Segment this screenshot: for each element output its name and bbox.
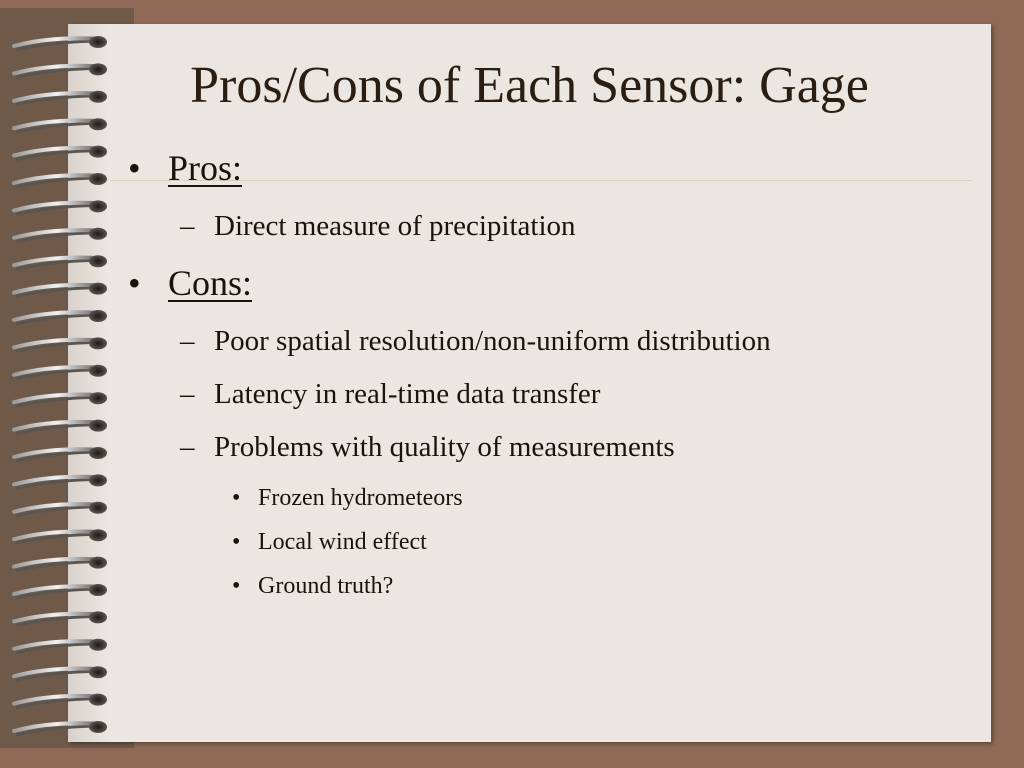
dash-icon: – bbox=[180, 431, 195, 463]
spiral-coil-icon bbox=[14, 200, 107, 214]
spiral-coil-icon bbox=[14, 255, 107, 269]
cons-item bbox=[128, 380, 968, 433]
spiral-coil-icon bbox=[14, 611, 107, 625]
cons-subitem bbox=[128, 574, 968, 618]
cons-item bbox=[128, 433, 968, 486]
cons-heading bbox=[128, 265, 968, 327]
spiral-coil-icon bbox=[14, 365, 107, 379]
slide-title: Pros/Cons of Each Sensor: Gage bbox=[190, 57, 869, 114]
spiral-coil-icon bbox=[14, 228, 107, 242]
spiral-coil-icon bbox=[14, 392, 107, 406]
dash-icon: – bbox=[180, 378, 195, 410]
spiral-coil-icon bbox=[14, 666, 107, 680]
bullet-icon: • bbox=[232, 485, 241, 511]
pros-item bbox=[128, 212, 968, 265]
bullet-icon: • bbox=[128, 148, 141, 188]
spiral-coil-icon bbox=[14, 420, 107, 434]
spiral-coil-icon bbox=[14, 447, 107, 461]
dash-icon: – bbox=[180, 325, 195, 357]
pros-heading-label: Pros: bbox=[168, 148, 243, 188]
cons-subitem bbox=[128, 530, 968, 574]
spiral-coil-icon bbox=[14, 502, 107, 516]
spiral-coil-icon bbox=[14, 36, 107, 50]
spiral-coil-icon bbox=[14, 694, 107, 708]
cons-subitem-label: Frozen hydrometeors bbox=[258, 485, 463, 511]
spiral-coil-icon bbox=[14, 118, 107, 132]
cons-subitem-label: Local wind effect bbox=[258, 529, 427, 555]
spiral-coil-icon bbox=[14, 557, 107, 571]
bullet-icon: • bbox=[128, 263, 141, 303]
cons-item-label: Poor spatial resolution/non-uniform distribution bbox=[214, 325, 771, 357]
pros-heading bbox=[128, 150, 968, 212]
bullet-icon: • bbox=[232, 573, 241, 599]
spiral-coil-icon bbox=[14, 283, 107, 297]
dash-icon: – bbox=[180, 210, 195, 242]
cons-item-label: Latency in real-time data transfer bbox=[214, 378, 601, 410]
spiral-coil-icon bbox=[14, 529, 107, 543]
spiral-coil-icon bbox=[14, 310, 107, 324]
cons-subitem bbox=[128, 486, 968, 530]
spiral-coil-icon bbox=[14, 584, 107, 598]
spiral-coil-icon bbox=[14, 474, 107, 488]
spiral-coil-icon bbox=[14, 337, 107, 351]
spiral-coil-icon bbox=[14, 639, 107, 653]
cons-heading-label: Cons: bbox=[168, 263, 253, 303]
spiral-coil-icon bbox=[14, 146, 107, 160]
cons-subitem-label: Ground truth? bbox=[258, 573, 394, 599]
spiral-coil-icon bbox=[14, 173, 107, 187]
spiral-binding-icon bbox=[12, 28, 118, 744]
bullet-icon: • bbox=[232, 529, 241, 555]
spiral-coil-icon bbox=[14, 721, 107, 735]
cons-item bbox=[128, 327, 968, 380]
cons-item-label: Problems with quality of measurements bbox=[214, 431, 675, 463]
pros-item-label: Direct measure of precipitation bbox=[214, 210, 576, 242]
slide-body bbox=[128, 150, 968, 618]
